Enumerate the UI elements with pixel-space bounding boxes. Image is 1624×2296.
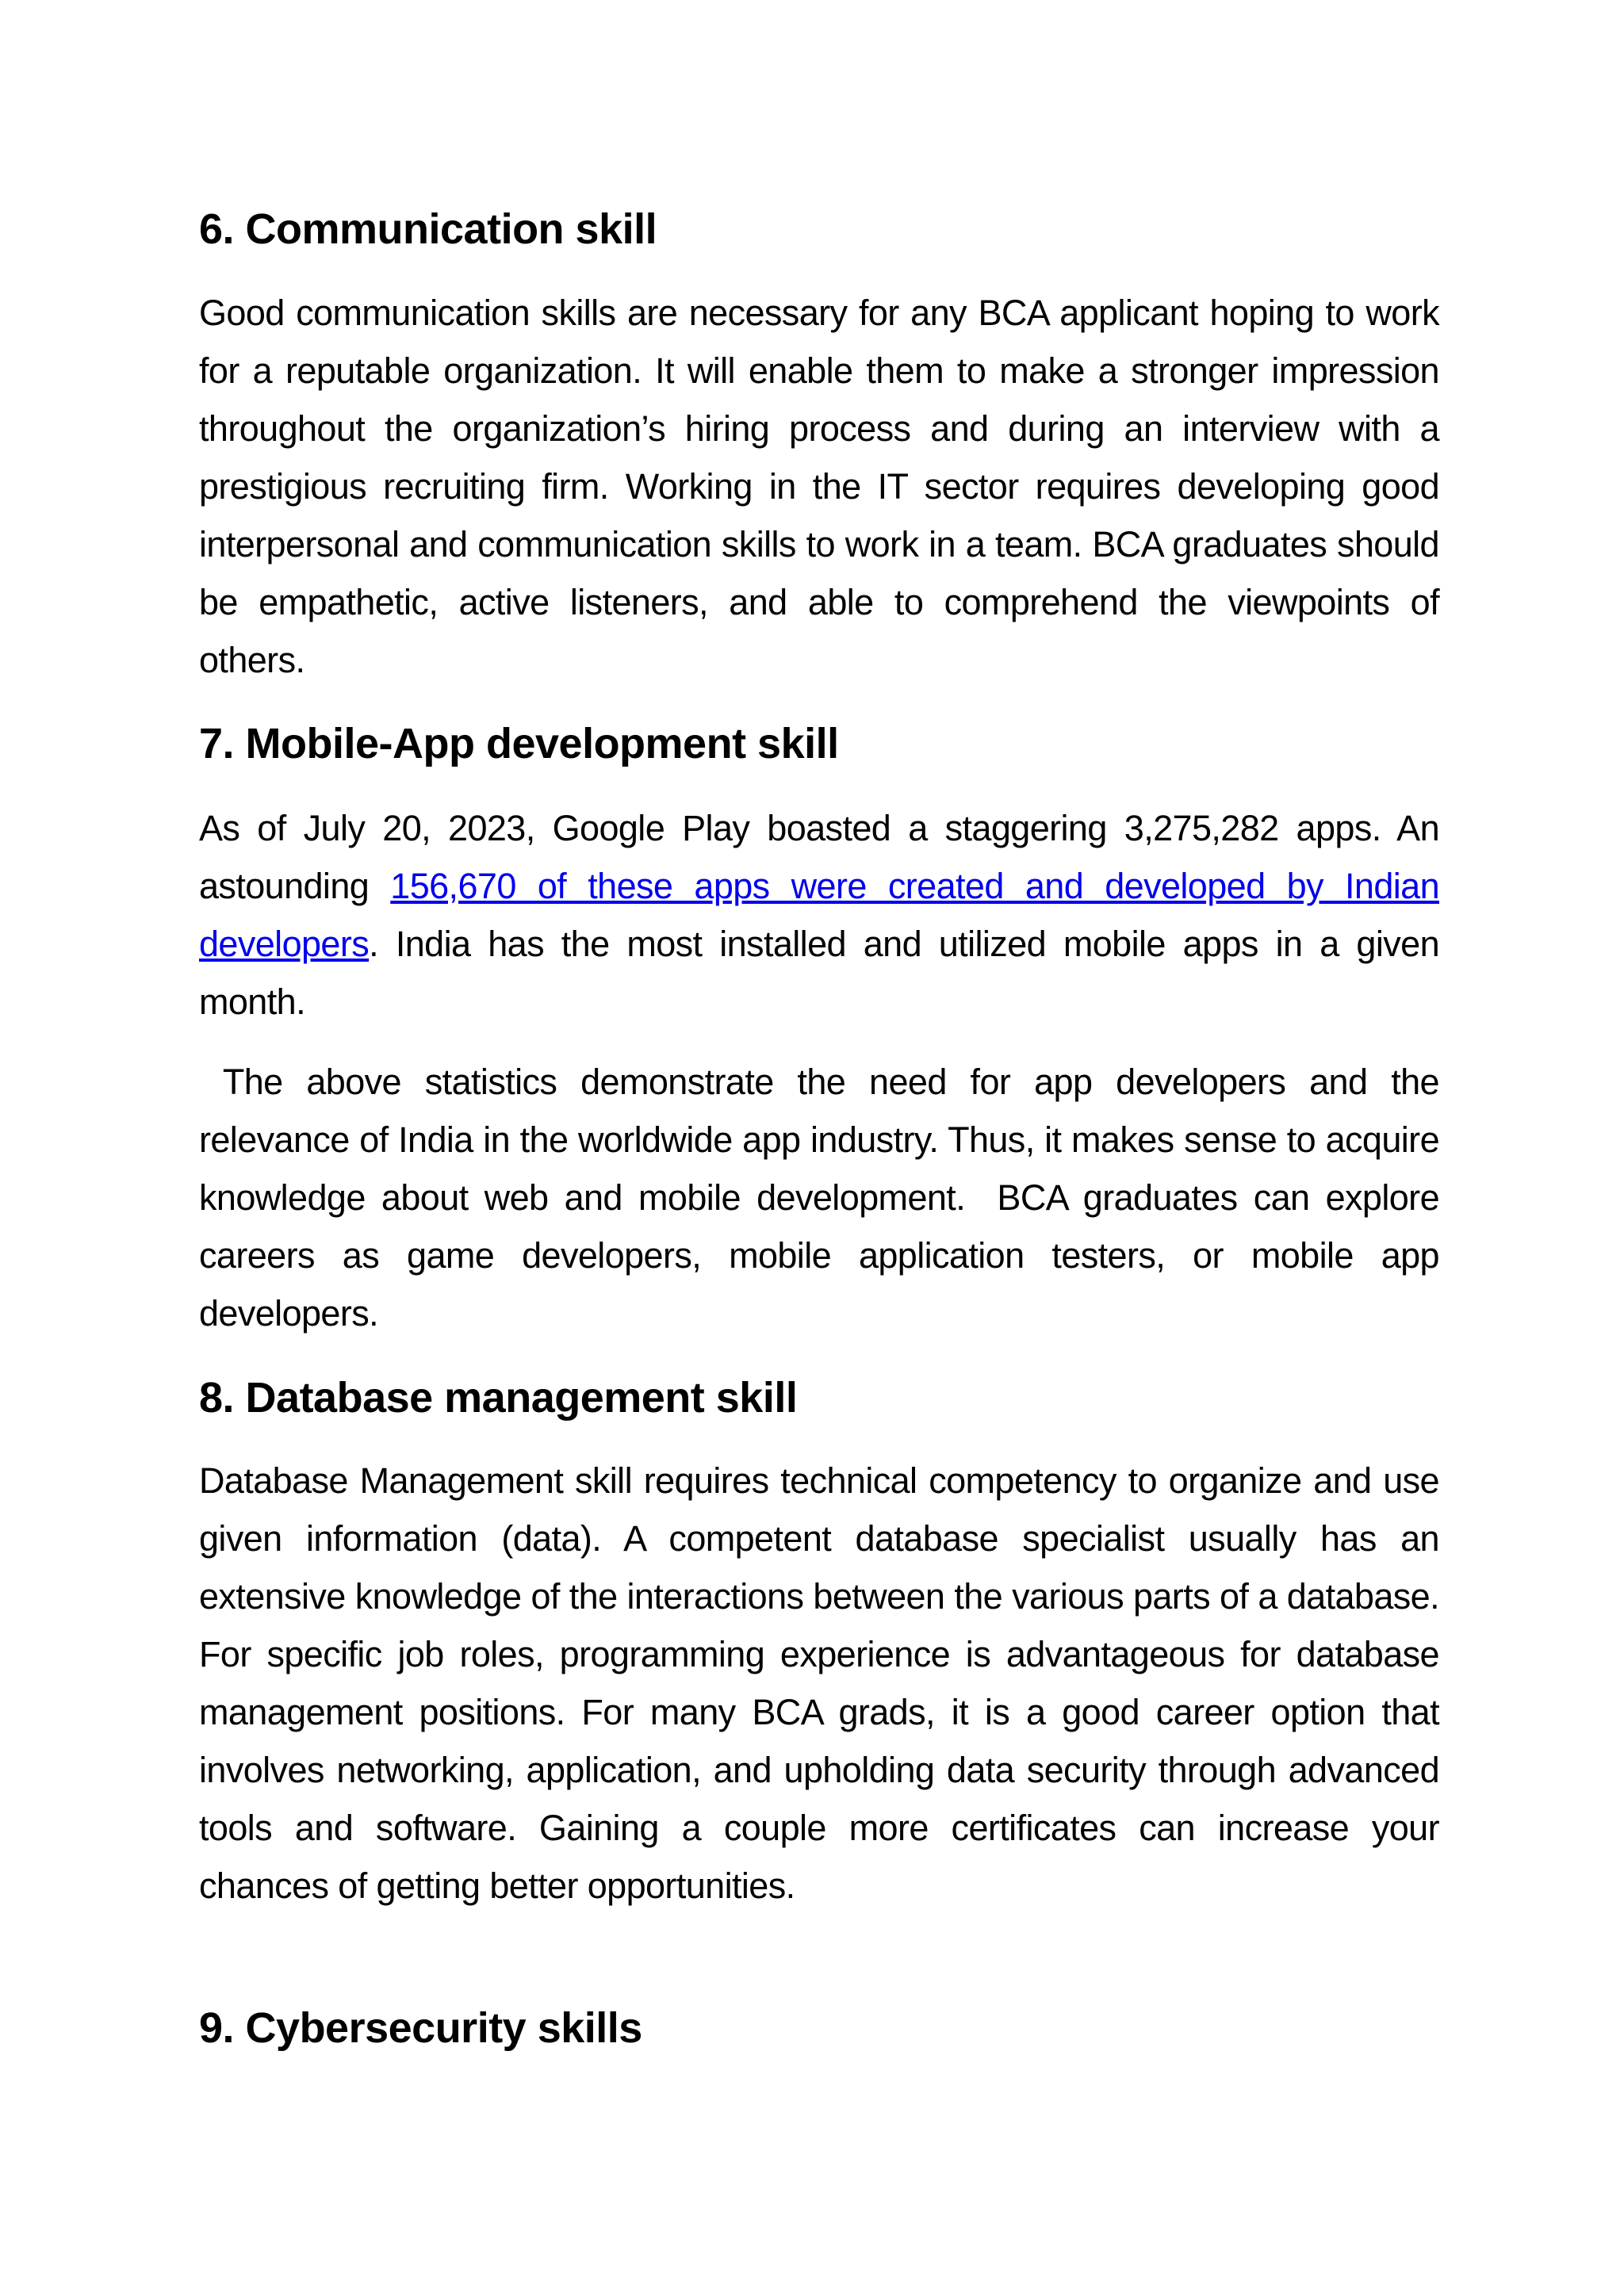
text: As of July 20, 2023, Google Play boasted a staggering 3,275,282 apps. An astounding: [199, 808, 1439, 906]
heading-database-skill: 8. Database management skill: [199, 1374, 798, 1422]
heading-communication-skill: 6. Communication skill: [199, 205, 657, 253]
paragraph-mobile-stats: [199, 799, 1439, 1031]
paragraph-communication: Good communication skills are necessary for any BCA applicant hoping to work for a reputable organization. It will enable them to make a stronger impression throughout the organization’s hiring process and during an interview with a prestigious recruiting firm. Working in the IT sector requires developing good interpersonal and communication skills to work in a team. BCA graduates should be empathetic, active listeners, and able to comprehend the viewpoints of others.: [199, 293, 1439, 680]
text: . India has the most installed and utilized mobile apps in a given month.: [199, 924, 1439, 1022]
heading-mobile-app-skill: 7. Mobile-App development skill: [199, 720, 839, 767]
heading-cybersecurity-skills: 9. Cybersecurity skills: [199, 2004, 642, 2052]
indian-developers-link[interactable]: 156,670 of these apps were created and developed by Indian developers: [199, 866, 1439, 964]
paragraph-mobile-need: The above statistics demonstrate the need for app developers and the relevance of India in the worldwide app industry. Thus, it makes sense to acquire knowledge about web and mobile development. BCA graduates can explore careers as game developers, mobile application testers, or mobile app developers.: [199, 1062, 1449, 1334]
paragraph-database: Database Management skill requires technical competency to organize and use given information (data). A competent database specialist usually has an extensive knowledge of the interactions between the various parts of a database. For specific job roles, programming experience is advantageous for database management positions. For many BCA grads, it is a good career option that involves networking, application, and upholding data security through advanced tools and software. Gaining a couple more certificates can increase your chances of getting better opportunities.: [199, 1460, 1439, 1906]
